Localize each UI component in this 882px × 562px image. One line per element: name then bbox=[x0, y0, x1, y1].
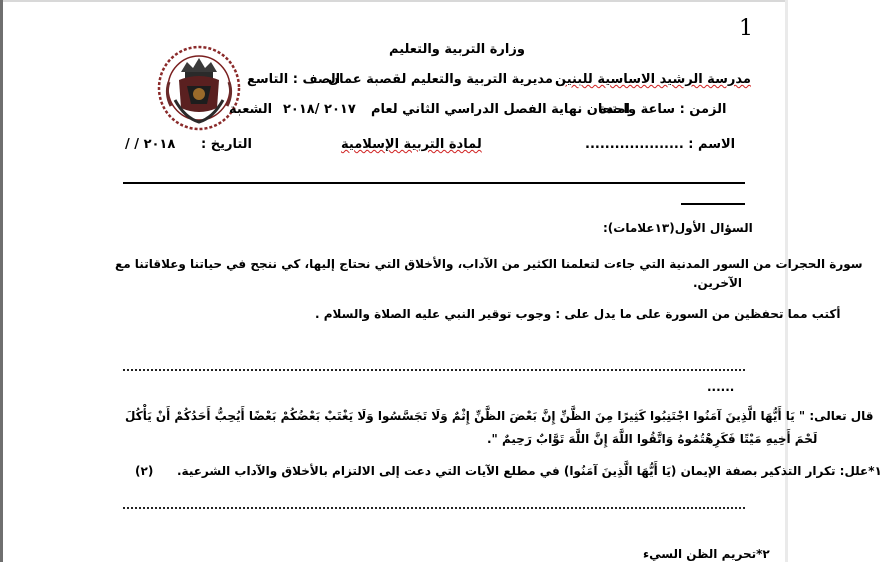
school-name bbox=[555, 72, 751, 87]
academic-year: ٢٠١٧ /٢٠١٨ bbox=[283, 102, 356, 117]
answer-line-continuation: ...... bbox=[707, 380, 735, 394]
grade-label: الصف : التاسع bbox=[247, 72, 341, 87]
jordan-emblem-icon bbox=[155, 42, 243, 132]
answer-line bbox=[123, 369, 745, 371]
question-1-intro-line-1: سورة الحجرات من السور المدنية التي جاءت لتعلمنا الكثير من الآداب، والأخلاق التي نحتاج إليها، كي ننجح في حياتنا وعلاقاتنا مع bbox=[115, 257, 863, 271]
question-1-title: السؤال الأول(١٣علامات): bbox=[603, 221, 753, 235]
subject-name-text: لمادة التربية الإسلامية bbox=[341, 137, 482, 152]
question-1-intro-line-2: الآخرين. bbox=[693, 276, 743, 290]
question-1-item-1: ١*علل: تكرار التذكير بصفة الإيمان (يَا أَيُّهَا الَّذِينَ آمَنُوا) في مطلع الآيات التي دعت إلى الالتزام بالأخلاق والآداب الشرعية. bbox=[177, 464, 882, 478]
question-1-task: أكتب مما تحفظين من السورة على ما يدل على : وجوب توقير النبي عليه الصلاة والسلام . bbox=[315, 307, 841, 321]
time-label: الزمن : ساعة واحدة bbox=[599, 102, 727, 117]
student-name-field: الاسم : .................... bbox=[585, 137, 736, 152]
document-page bbox=[3, 2, 882, 562]
header-divider-short bbox=[681, 203, 745, 205]
quran-quote-line-2: لَحْمَ أَخِيهِ مَيْتًا فَكَرِهْتُمُوهُ وَاتَّقُوا اللَّهَ إِنَّ اللَّهَ تَوَّابٌ رَحِيمٌ ". bbox=[487, 432, 818, 446]
item-1-marks: (٢) bbox=[135, 464, 154, 478]
date-label: التاريخ : bbox=[201, 137, 252, 152]
school-name-text: مدرسة الرشيد الاساسية للبنين bbox=[555, 72, 751, 87]
ministry-title: وزارة التربية والتعليم bbox=[389, 42, 525, 57]
quran-quote-line-1: قال تعالى: " يَا أَيُّهَا الَّذِينَ آمَنُوا اجْتَنِبُوا كَثِيرًا مِنَ الظَّنِّ إِنَّ بَعْضَ الظَّنِّ إِثْمٌ وَلَا تَجَسَّسُوا وَلَا يَغْتَبْ بَعْضُكُمْ بَعْضًا أَيُحِبُّ أَحَدُكُمْ أَنْ يَأْكُلَ bbox=[125, 409, 874, 423]
directorate-name: مديرية التربية والتعليم لقصبة عمان bbox=[328, 72, 553, 87]
header-divider bbox=[123, 182, 745, 184]
subject-name bbox=[341, 137, 482, 152]
exam-title: امتحان نهاية الفصل الدراسي الثاني لعام bbox=[371, 102, 630, 117]
answer-line bbox=[123, 507, 745, 509]
question-1-item-2: ٢*تحريم الظن السيء bbox=[643, 547, 770, 561]
section-label: الشعبة bbox=[229, 102, 273, 117]
date-value: / / ٢٠١٨ bbox=[125, 137, 176, 152]
page-number: 1 bbox=[739, 16, 753, 41]
